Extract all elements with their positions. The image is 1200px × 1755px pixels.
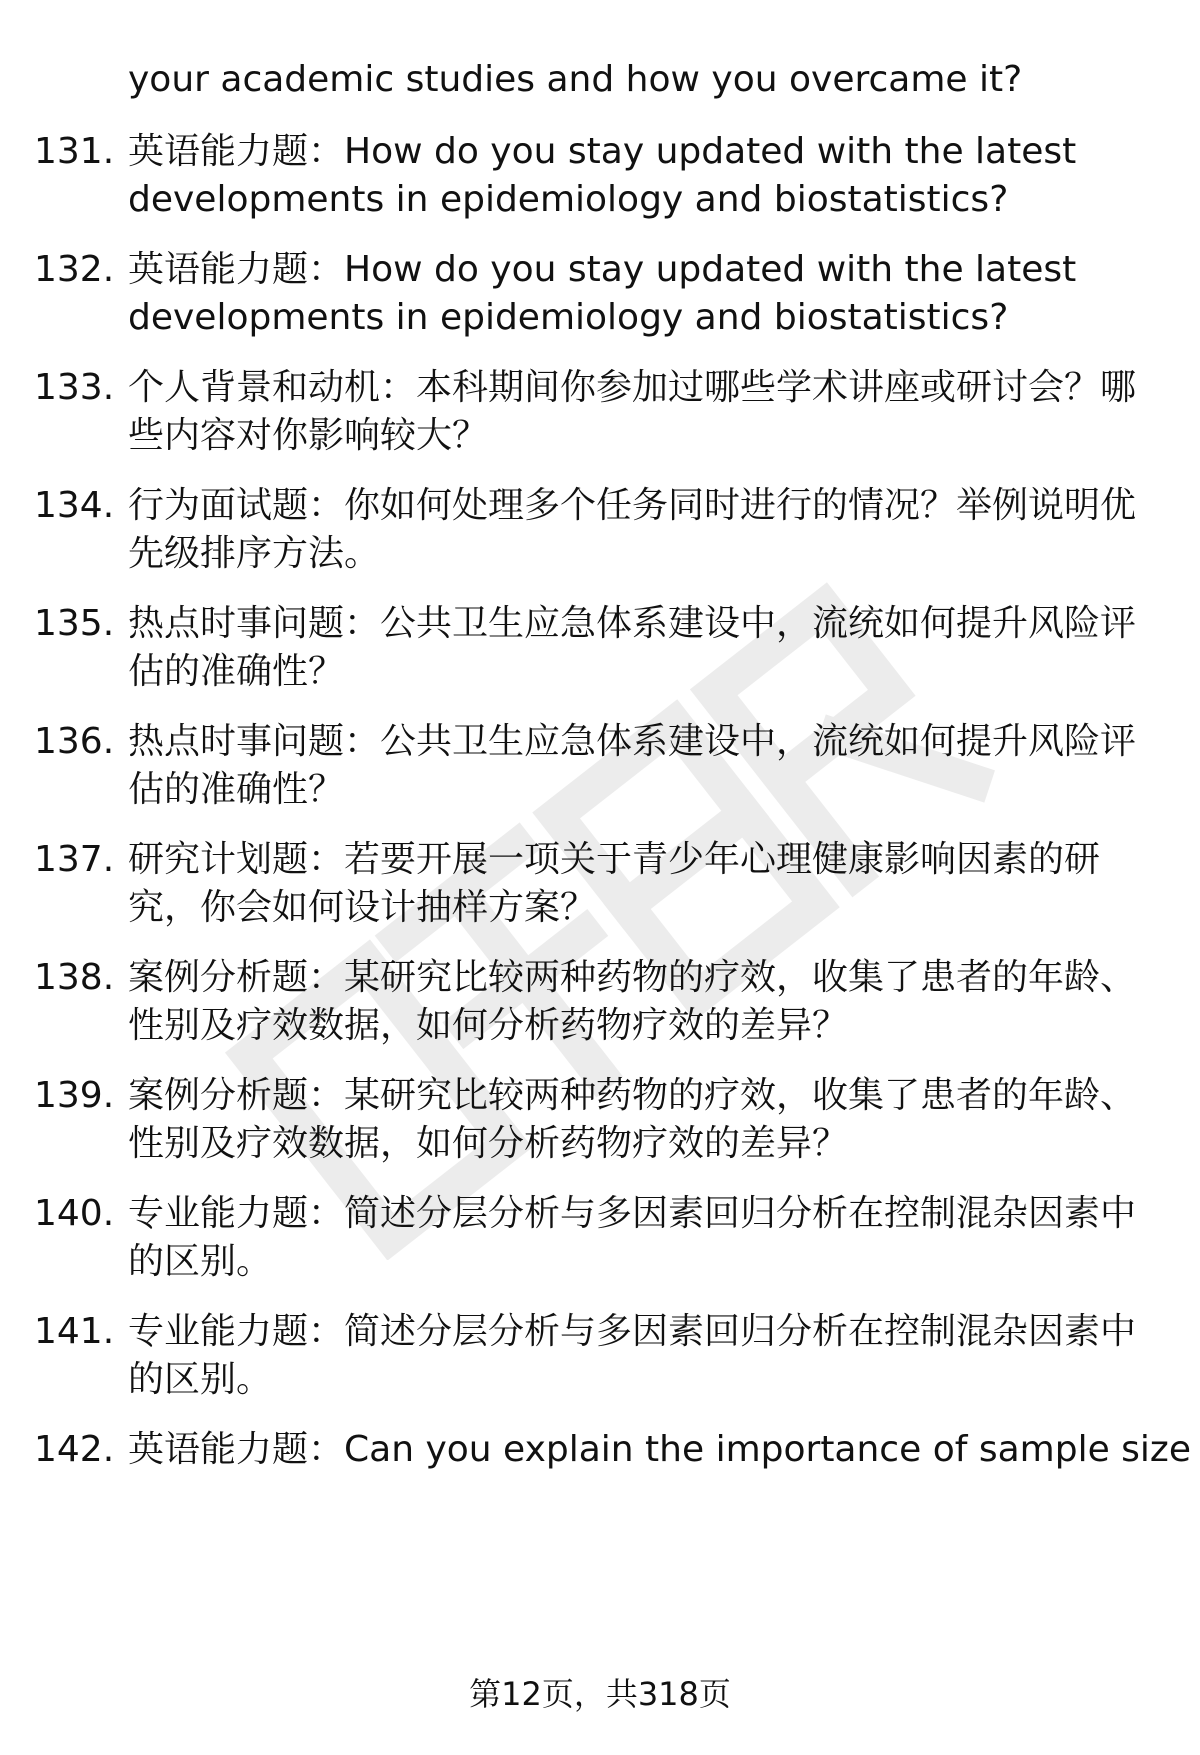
- question-line: 行为面试题：你如何处理多个任务同时进行的情况？举例说明优: [128, 485, 1137, 526]
- question-line: 估的准确性？: [128, 651, 345, 692]
- question-number: 141.: [34, 1311, 115, 1352]
- question-number: 137.: [34, 839, 115, 880]
- question-number: 131.: [34, 131, 115, 172]
- question-text: [128, 364, 1158, 460]
- question-text: [128, 954, 1158, 1050]
- question-number: 133.: [34, 367, 115, 408]
- question-line: 专业能力题：简述分层分析与多因素回归分析在控制混杂因素中: [128, 1193, 1137, 1234]
- question-text: [128, 482, 1158, 578]
- question-text: [128, 600, 1158, 696]
- question-line: 专业能力题：简述分层分析与多因素回归分析在控制混杂因素中: [128, 1311, 1137, 1352]
- question-text: [128, 128, 1158, 224]
- question-line: 热点时事问题：公共卫生应急体系建设中，流统如何提升风险评: [128, 603, 1137, 644]
- question-line: 个人背景和动机：本科期间你参加过哪些学术讲座或研讨会？哪: [128, 367, 1137, 408]
- question-line: 英语能力题：How do you stay updated with the latest: [128, 249, 1077, 290]
- question-line: 性别及疗效数据，如何分析药物疗效的差异？: [128, 1005, 849, 1046]
- question-line: 英语能力题：How do you stay updated with the latest: [128, 131, 1077, 172]
- question-text: [128, 1190, 1158, 1286]
- question-number: 132.: [34, 249, 115, 290]
- question-line: 研究计划题：若要开展一项关于青少年心理健康影响因素的研: [128, 839, 1101, 880]
- question-line: 估的准确性？: [128, 769, 345, 810]
- question-text: [128, 246, 1158, 342]
- question-line: 些内容对你影响较大？: [128, 415, 489, 456]
- question-text: [128, 1072, 1158, 1168]
- question-number: 135.: [34, 603, 115, 644]
- question-line: 的区别。: [128, 1359, 273, 1400]
- question-text: [128, 718, 1158, 814]
- question-number: 139.: [34, 1075, 115, 1116]
- question-number: 142.: [34, 1429, 115, 1470]
- question-line: 案例分析题：某研究比较两种药物的疗效，收集了患者的年龄、: [128, 1075, 1137, 1116]
- question-line: 案例分析题：某研究比较两种药物的疗效，收集了患者的年龄、: [128, 957, 1137, 998]
- question-line: 英语能力题：Can you explain the importance of sample size: [128, 1429, 1191, 1470]
- question-number: 134.: [34, 485, 115, 526]
- question-text: [128, 836, 1158, 932]
- question-line: developments in epidemiology and biostatistics?: [128, 179, 1009, 220]
- continuation-text: your academic studies and how you overcame it?: [128, 59, 1023, 100]
- question-line: developments in epidemiology and biostatistics?: [128, 297, 1009, 338]
- question-number: 138.: [34, 957, 115, 998]
- question-line: 先级排序方法。: [128, 533, 381, 574]
- question-text: [128, 1308, 1158, 1404]
- question-line: 的区别。: [128, 1241, 273, 1282]
- question-line: 究，你会如何设计抽样方案？: [128, 887, 597, 928]
- page-footer: 第12页，共318页: [469, 1675, 731, 1713]
- question-line: 热点时事问题：公共卫生应急体系建设中，流统如何提升风险评: [128, 721, 1137, 762]
- question-number: 136.: [34, 721, 115, 762]
- question-number: 140.: [34, 1193, 115, 1234]
- question-text: [128, 1426, 1191, 1474]
- question-line: 性别及疗效数据，如何分析药物疗效的差异？: [128, 1123, 849, 1164]
